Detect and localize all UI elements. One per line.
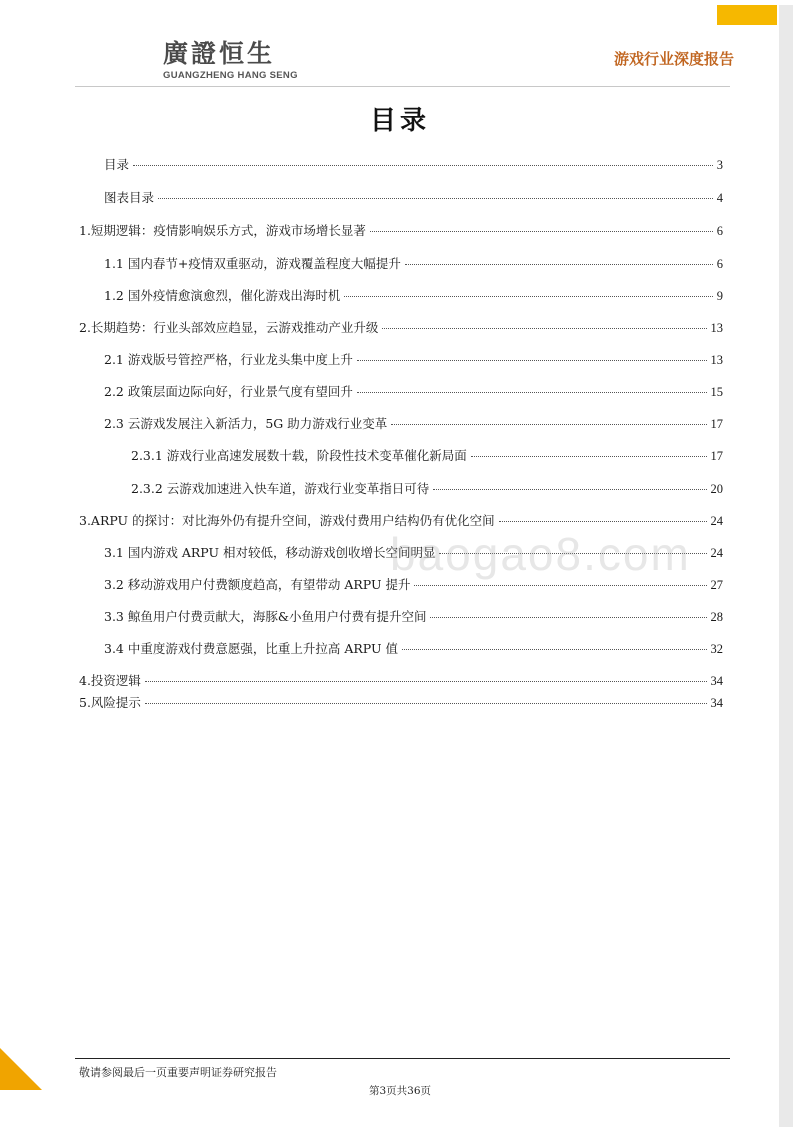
watermark: baogao8.com: [390, 528, 691, 580]
report-title: 游戏行业深度报告: [613, 50, 734, 68]
toc-leader-dots: [430, 617, 706, 618]
toc-leader-dots: [158, 198, 713, 199]
toc-entry[interactable]: [104, 255, 723, 273]
page-title: 目录: [369, 106, 430, 136]
toc-entry-label: 2.3.1 游戏行业高速发展数十载，阶段性技术变革催化新局面: [131, 448, 467, 463]
footer-disclaimer: 敬请参阅最后一页重要声明证券研究报告: [79, 1066, 277, 1079]
toc-entry-label: 3.4 中重度游戏付费意愿强，比重上升拉高 ARPU 值: [104, 641, 398, 656]
toc-entry[interactable]: [104, 189, 723, 207]
toc-entry-page: 24: [710, 546, 723, 560]
toc-leader-dots: [382, 328, 706, 329]
toc-leader-dots: [405, 264, 713, 265]
toc-leader-dots: [145, 681, 707, 682]
toc-entry-label: 目录: [104, 157, 130, 172]
toc-entry-page: 6: [716, 224, 723, 238]
toc-entry[interactable]: [79, 694, 723, 712]
toc-entry-label: 2.3 云游戏发展注入新活力，5G 助力游戏行业变革: [104, 416, 388, 431]
toc-entry-label: 图表目录: [104, 190, 155, 205]
toc-entry-label: 3.ARPU 的探讨：对比海外仍有提升空间，游戏付费用户结构仍有优化空间: [79, 513, 495, 528]
toc-entry[interactable]: [104, 351, 723, 369]
toc-entry[interactable]: [104, 383, 723, 401]
toc-entry-page: 13: [710, 353, 723, 367]
toc-entry[interactable]: [131, 447, 723, 465]
toc-entry-label: 1.2 国外疫情愈演愈烈，催化游戏出海时机: [104, 288, 341, 303]
toc-entry[interactable]: [104, 608, 723, 626]
toc-entry[interactable]: [131, 480, 723, 498]
toc-entry-page: 32: [710, 642, 723, 656]
toc-entry[interactable]: [104, 640, 723, 658]
logo-en-text: GUANGZHENG HANG SENG: [163, 70, 298, 81]
toc-entry-page: 15: [710, 385, 723, 399]
footer-page-number: 第3页共36页: [368, 1085, 432, 1097]
toc-leader-dots: [357, 392, 707, 393]
toc-leader-dots: [402, 649, 707, 650]
toc-leader-dots: [391, 424, 706, 425]
toc-entry-label: 3.1 国内游戏 ARPU 相对较低，移动游戏创收增长空间明显: [104, 545, 436, 560]
page-side-shadow: [779, 5, 793, 1127]
toc-entry-label: 1.短期逻辑：疫情影响娱乐方式，游戏市场增长显著: [79, 223, 366, 238]
corner-decoration-top: [717, 5, 777, 25]
toc-entry-page: 9: [716, 289, 723, 303]
toc-entry-page: 34: [710, 674, 723, 688]
toc-entry[interactable]: [104, 287, 723, 305]
toc-leader-dots: [370, 231, 713, 232]
toc-leader-dots: [471, 456, 707, 457]
toc-entry-label: 2.1 游戏版号管控严格，行业龙头集中度上升: [104, 352, 353, 367]
footer-divider: [75, 1058, 730, 1059]
toc-leader-dots: [357, 360, 707, 361]
toc-entry-label: 5.风险提示: [79, 695, 141, 710]
toc-entry[interactable]: [104, 415, 723, 433]
toc-entry-label: 1.1 国内春节+疫情双重驱动，游戏覆盖程度大幅提升: [104, 256, 401, 271]
toc-entry-page: 17: [710, 417, 723, 431]
toc-entry-label: 3.2 移动游戏用户付费额度趋高，有望带动 ARPU 提升: [104, 577, 411, 592]
toc-entry-page: 27: [710, 578, 723, 592]
toc-leader-dots: [414, 585, 706, 586]
toc-entry-label: 2.长期趋势：行业头部效应趋显，云游戏推动产业升级: [79, 320, 379, 335]
toc-entry-label: 4.投资逻辑: [79, 673, 141, 688]
logo-cn-text: 廣證恒生: [163, 39, 276, 68]
toc-entry-page: 4: [716, 191, 723, 205]
toc-entry-label: 2.3.2 云游戏加速进入快车道，游戏行业变革指日可待: [131, 481, 430, 496]
toc-entry[interactable]: [79, 672, 723, 690]
toc-leader-dots: [344, 296, 712, 297]
toc-entry-page: 28: [710, 610, 723, 624]
header-divider: [75, 86, 730, 87]
toc-entry[interactable]: [104, 156, 723, 174]
toc-entry-page: 17: [710, 449, 723, 463]
toc-leader-dots: [145, 703, 707, 704]
toc-entry-page: 6: [716, 257, 723, 271]
toc-leader-dots: [499, 521, 707, 522]
toc-entry[interactable]: [79, 222, 723, 240]
toc-entry-page: 20: [710, 482, 723, 496]
toc-leader-dots: [133, 165, 713, 166]
toc-leader-dots: [433, 489, 706, 490]
toc-entry-page: 3: [716, 158, 723, 172]
toc-entry[interactable]: [79, 319, 723, 337]
toc-entry-label: 3.3 鲸鱼用户付费贡献大，海豚&小鱼用户付费有提升空间: [104, 609, 427, 624]
toc-entry-page: 34: [710, 696, 723, 710]
company-logo: [163, 40, 298, 81]
toc-entry-label: 2.2 政策层面边际向好，行业景气度有望回升: [104, 384, 353, 399]
toc-entry-page: 24: [710, 514, 723, 528]
toc-entry-page: 13: [710, 321, 723, 335]
